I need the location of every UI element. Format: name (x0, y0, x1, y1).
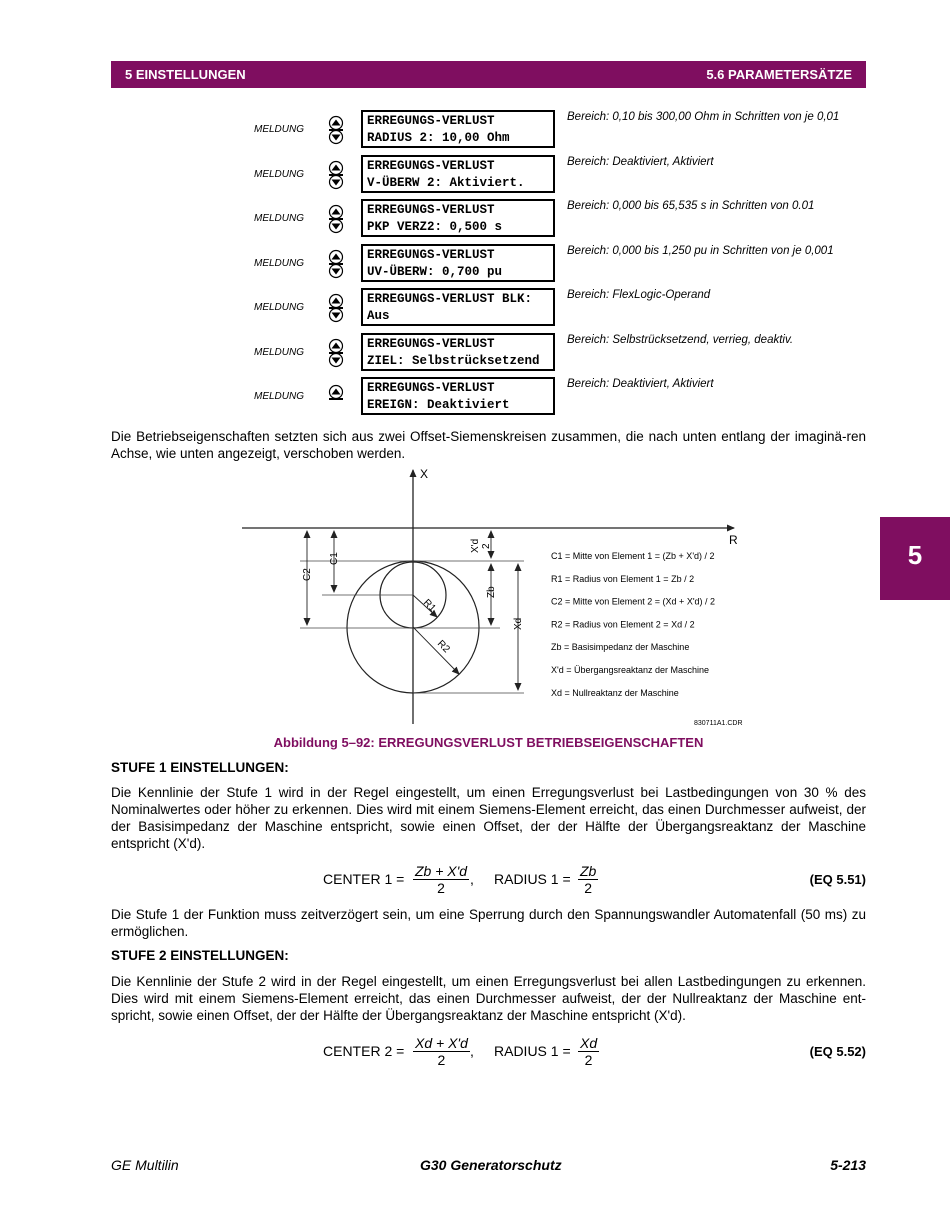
radius1-numerator: Zb (580, 863, 597, 879)
center2-denominator: 2 (437, 1052, 446, 1068)
footer-product: G30 Generatorschutz (420, 1157, 562, 1173)
setting-name: ERREGUNGS-VERLUST (367, 336, 495, 351)
setting-range: Bereich: Deaktiviert, Aktiviert (567, 378, 714, 390)
r2-label: R2 (434, 638, 452, 656)
x-axis-label: X (420, 467, 429, 481)
center2-numerator: Xd + X'd (415, 1035, 468, 1051)
c1-label: C1 (329, 552, 340, 565)
stage1-after-paragraph: Die Stufe 1 der Funktion muss zeitverzögert sein, um eine Sperrung durch den Spannungswandler Automatenfall (50 ms) zu ermöglichen. (111, 907, 866, 939)
setting-name: ERREGUNGS-VERLUST (367, 381, 495, 395)
legend-entry: C1 = Mitte von Element 1 = (Zb + X'd) / 2 (551, 551, 715, 561)
legend-entry: Xd = Nullreaktanz der Maschine (551, 687, 679, 698)
setting-value: V-ÜBERW 2: Aktiviert. (367, 175, 525, 190)
radius2-fraction (578, 1035, 599, 1069)
center1-label: CENTER 1 = (323, 871, 405, 887)
meldung-label: MELDUNG (254, 346, 305, 358)
setting-name: ERREGUNGS-VERLUST (367, 203, 495, 217)
legend-entry: Zb = Basisimpedanz der Maschine (551, 642, 690, 653)
setting-value: ZIEL: Selbstrücksetzend (367, 353, 540, 368)
footer-company: GE Multilin (111, 1157, 179, 1173)
center1-denominator: 2 (437, 880, 445, 896)
center2-comma: , (470, 1043, 474, 1059)
c2-label: C2 (302, 568, 313, 581)
radius2-denominator: 2 (584, 1052, 593, 1068)
chapter-title: 5 EINSTELLUNGEN (125, 67, 246, 82)
diagram-code: 830711A1.CDR (694, 720, 743, 727)
setting-value: UV-ÜBERW: 0,700 pu (367, 264, 503, 279)
stage2-heading: STUFE 2 EINSTELLUNGEN: (111, 948, 289, 963)
r-axis-label: R (729, 533, 738, 547)
setting-name: ERREGUNGS-VERLUST BLK: (367, 292, 533, 306)
setting-value: Aus (367, 309, 390, 323)
stage2-paragraph: Die Kennlinie der Stufe 2 wird in der Regel eingestellt, um einen Erregungsverlust bei allen Lastbedingungen zu erkennen. Dies wird mit einem Siemens-Element erreicht, das einen Durchmesser aufweist, der der Nullreaktanz der Maschine ent-spricht, sowie einen Offset, der der Hälfte der Übergangsreaktanz der Maschine entspricht (X'd). (111, 974, 866, 1023)
meldung-label: MELDUNG (254, 257, 305, 269)
center1-comma: , (470, 871, 474, 887)
setting-value: EREIGN: Deaktiviert (367, 398, 510, 412)
footer-page-number: 5-213 (830, 1157, 866, 1173)
meldung-label: MELDUNG (254, 302, 305, 313)
meldung-label: MELDUNG (254, 168, 305, 180)
stage1-heading: STUFE 1 EINSTELLUNGEN: (111, 760, 289, 775)
radius2-label: RADIUS 1 = (494, 1043, 571, 1059)
setting-range: Bereich: 0,10 bis 300,00 Ohm in Schritten von je 0,01 (567, 111, 840, 123)
setting-range: Bereich: 0,000 bis 65,535 s in Schritten von 0.01 (567, 200, 815, 212)
radius1-fraction (578, 863, 598, 897)
r1-label: R1 (420, 597, 438, 615)
intro-paragraph: Die Betriebseigenschaften setzten sich aus zwei Offset-Siemenskreisen zusammen, die nach unten entlang der imaginä-ren Achse, wie unten angezeigt, verschoben werden. (111, 429, 866, 461)
setting-value: PKP VERZ2: 0,500 s (367, 220, 503, 234)
setting-value: RADIUS 2: 10,00 Ohm (367, 131, 510, 145)
setting-name: ERREGUNGS-VERLUST (367, 114, 495, 128)
center2-label: CENTER 2 = (323, 1043, 405, 1059)
radius1-label: RADIUS 1 = (494, 871, 571, 887)
center1-numerator: Zb + X'd (415, 863, 468, 879)
legend-entry: C2 = Mitte von Element 2 = (Xd + X'd) / 2 (551, 596, 716, 607)
figure-caption: Abbildung 5–92: ERREGUNGSVERLUST BETRIEBSEIGENSCHAFTEN (273, 735, 704, 750)
stage1-paragraph: Die Kennlinie der Stufe 1 wird in der Regel eingestellt, um einen Erregungsverlust bei Lastbedingungen von 30 % des Nominalwertes oder höher zu erkennen. Dies wird mit einem Siemens-Element erreicht, das einen Durchmesser aufweist, der der Basisimpedanz der Maschine entspricht, sowie einen Offset, der der Hälfte der Übergangsreaktanz der Maschine entspricht (X'd). (111, 785, 866, 851)
equation-number: (EQ 5.51) (809, 872, 866, 887)
setting-range: Bereich: Selbstrücksetzend, verrieg, deaktiv. (567, 333, 794, 346)
meldung-label: MELDUNG (254, 124, 305, 135)
xd-half-num-label: X'd (470, 538, 481, 553)
setting-range: Bereich: FlexLogic-Operand (567, 289, 711, 301)
radius2-numerator: Xd (580, 1035, 598, 1051)
radius1-denominator: 2 (584, 880, 593, 896)
equation-number: (EQ 5.52) (809, 1044, 866, 1059)
meldung-label: MELDUNG (254, 213, 305, 224)
xd-half-den-label: 2 (481, 543, 492, 549)
meldung-label: MELDUNG (254, 391, 305, 402)
legend-entry: R2 = Radius von Element 2 = Xd / 2 (551, 619, 695, 630)
center2-fraction (413, 1035, 470, 1069)
setting-range: Bereich: 0,000 bis 1,250 pu in Schritten von je 0,001 (567, 244, 834, 257)
setting-name: ERREGUNGS-VERLUST (367, 158, 495, 173)
setting-range: Bereich: Deaktiviert, Aktiviert (567, 155, 714, 168)
section-title: 5.6 PARAMETERSÄTZE (706, 67, 852, 82)
legend-entry: X'd = Übergangsreaktanz der Maschine (551, 665, 710, 675)
xd-label: Xd (513, 617, 524, 630)
chapter-side-tab: 5 (880, 517, 950, 600)
center1-fraction (413, 863, 469, 897)
legend-entry: R1 = Radius von Element 1 = Zb / 2 (551, 573, 695, 584)
zb-label: Zb (486, 586, 497, 598)
diagram-legend (551, 551, 715, 698)
setting-name: ERREGUNGS-VERLUST (367, 247, 495, 262)
